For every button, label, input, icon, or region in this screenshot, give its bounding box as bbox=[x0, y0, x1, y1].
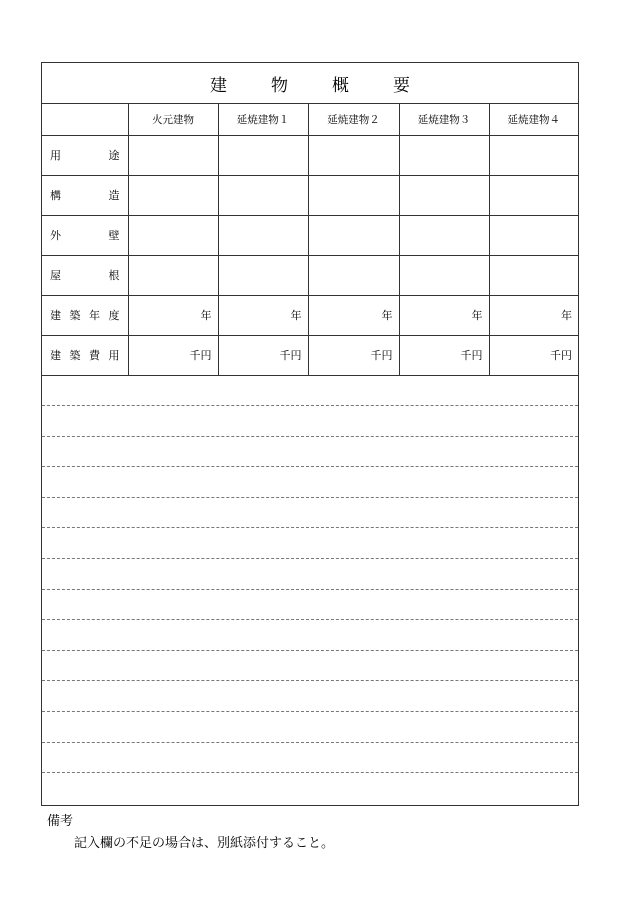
table-cell[interactable] bbox=[128, 255, 218, 295]
table-cell[interactable] bbox=[308, 175, 399, 215]
title-char: 概 bbox=[332, 75, 349, 96]
label-char: 屋 bbox=[50, 269, 61, 282]
overview-table bbox=[42, 104, 578, 376]
label-char: 造 bbox=[108, 189, 120, 202]
table-row bbox=[42, 135, 578, 175]
note-line[interactable] bbox=[42, 498, 578, 529]
table-row bbox=[42, 215, 578, 255]
row-label bbox=[42, 215, 128, 255]
label-char: 度 bbox=[108, 309, 120, 322]
table-cell[interactable] bbox=[218, 215, 308, 255]
column-header: 延焼建物３ bbox=[399, 104, 489, 135]
note-line[interactable] bbox=[42, 712, 578, 743]
table-cell[interactable]: 年 bbox=[399, 295, 489, 335]
note-line[interactable] bbox=[42, 590, 578, 621]
title-char: 物 bbox=[271, 75, 288, 96]
building-overview-form bbox=[41, 62, 579, 806]
table-row bbox=[42, 295, 578, 335]
column-header bbox=[42, 104, 128, 135]
column-header: 火元建物 bbox=[128, 104, 218, 135]
notes-area[interactable] bbox=[42, 376, 578, 804]
title-char: 建 bbox=[210, 75, 227, 96]
table-cell[interactable]: 年 bbox=[128, 295, 218, 335]
table-cell[interactable]: 年 bbox=[308, 295, 399, 335]
table-cell[interactable]: 千円 bbox=[128, 335, 218, 375]
column-header: 延焼建物２ bbox=[308, 104, 399, 135]
table-cell[interactable]: 千円 bbox=[489, 335, 578, 375]
table-cell[interactable] bbox=[308, 135, 399, 175]
note-line[interactable] bbox=[42, 743, 578, 774]
table-cell[interactable] bbox=[399, 135, 489, 175]
remarks-heading: 備考 bbox=[47, 814, 74, 829]
table-cell[interactable] bbox=[399, 255, 489, 295]
label-char: 用 bbox=[50, 149, 61, 162]
row-label bbox=[42, 335, 128, 375]
table-cell[interactable] bbox=[128, 175, 218, 215]
label-char: 根 bbox=[108, 269, 120, 282]
table-cell[interactable]: 千円 bbox=[308, 335, 399, 375]
column-header: 延焼建物１ bbox=[218, 104, 308, 135]
table-cell[interactable] bbox=[128, 215, 218, 255]
table-row bbox=[42, 335, 578, 375]
note-line[interactable] bbox=[42, 559, 578, 590]
label-char: 年 bbox=[89, 309, 100, 322]
label-char: 費 bbox=[89, 349, 100, 362]
table-cell[interactable] bbox=[218, 135, 308, 175]
page-title bbox=[42, 63, 578, 104]
table-cell[interactable] bbox=[128, 135, 218, 175]
label-char: 外 bbox=[50, 229, 61, 242]
table-row bbox=[42, 255, 578, 295]
remarks-text: 記入欄の不足の場合は、別紙添付すること。 bbox=[74, 836, 335, 851]
note-line[interactable] bbox=[42, 773, 578, 804]
table-cell[interactable] bbox=[489, 215, 578, 255]
row-label bbox=[42, 255, 128, 295]
note-line[interactable] bbox=[42, 681, 578, 712]
table-header-row bbox=[42, 104, 578, 135]
label-char: 構 bbox=[50, 189, 61, 202]
label-char: 途 bbox=[108, 149, 120, 162]
note-line[interactable] bbox=[42, 406, 578, 437]
note-line[interactable] bbox=[42, 437, 578, 468]
label-char: 築 bbox=[69, 309, 81, 322]
table-cell[interactable] bbox=[489, 135, 578, 175]
table-cell[interactable] bbox=[218, 175, 308, 215]
table-cell[interactable] bbox=[218, 255, 308, 295]
row-label bbox=[42, 295, 128, 335]
row-label bbox=[42, 175, 128, 215]
table-cell[interactable] bbox=[399, 175, 489, 215]
table-cell[interactable]: 千円 bbox=[399, 335, 489, 375]
title-char: 要 bbox=[393, 75, 410, 96]
table-cell[interactable] bbox=[489, 255, 578, 295]
label-char: 建 bbox=[50, 349, 61, 362]
label-char: 壁 bbox=[108, 229, 120, 242]
note-line[interactable] bbox=[42, 467, 578, 498]
column-header: 延焼建物４ bbox=[489, 104, 578, 135]
note-line[interactable] bbox=[42, 651, 578, 682]
label-char: 建 bbox=[50, 309, 61, 322]
table-cell[interactable]: 年 bbox=[489, 295, 578, 335]
table-row bbox=[42, 175, 578, 215]
table-cell[interactable] bbox=[489, 175, 578, 215]
table-cell[interactable] bbox=[399, 215, 489, 255]
table-cell[interactable] bbox=[308, 215, 399, 255]
label-char: 築 bbox=[69, 349, 81, 362]
label-char: 用 bbox=[108, 349, 120, 362]
table-cell[interactable]: 年 bbox=[218, 295, 308, 335]
table-cell[interactable] bbox=[308, 255, 399, 295]
table-cell[interactable]: 千円 bbox=[218, 335, 308, 375]
note-line[interactable] bbox=[42, 620, 578, 651]
note-line[interactable] bbox=[42, 528, 578, 559]
row-label bbox=[42, 135, 128, 175]
note-line[interactable] bbox=[42, 376, 578, 407]
